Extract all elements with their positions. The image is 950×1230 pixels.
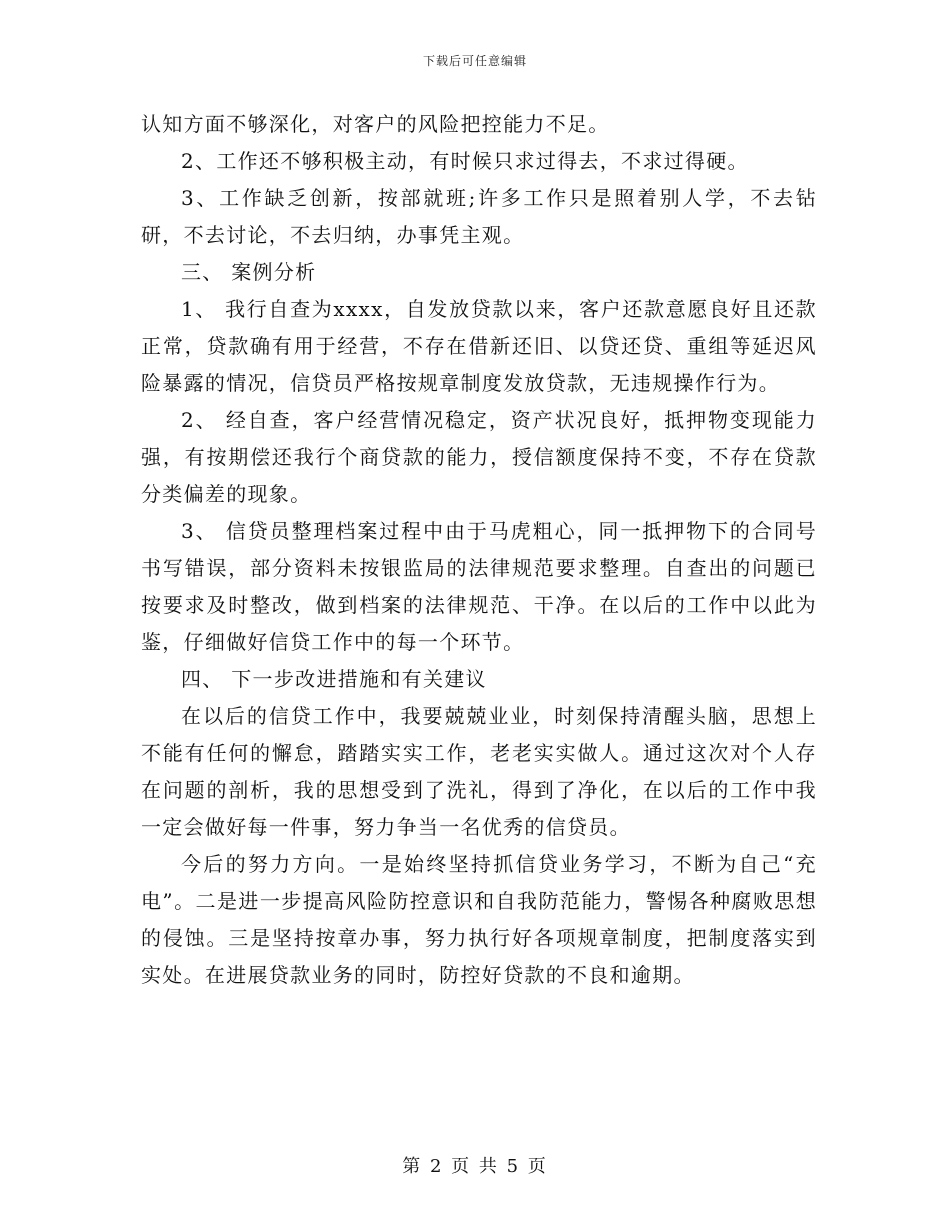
paragraph: 1、 我行自查为xxxx，自发放贷款以来，客户还款意愿良好且还款正常，贷款确有用于经营，不存在借新还旧、以贷还贷、重组等延迟风险暴露的情况，信贷员严格按规章制度发放贷款，无违规操作行为。 bbox=[141, 297, 817, 395]
section-heading: 三、 案例分析 bbox=[181, 260, 317, 284]
paragraph: 认知方面不够深化，对客户的风险把控能力不足。 bbox=[141, 112, 610, 136]
paragraph: 在以后的信贷工作中，我要兢兢业业，时刻保持清醒头脑，思想上不能有任何的懈怠，踏踏实实工作，老老实实做人。通过这次对个人存在问题的剖析，我的思想受到了洗礼，得到了净化，在以后的工作中我一定会做好每一件事，努力争当一名优秀的信贷员。 bbox=[141, 704, 817, 839]
page-header: 下载后可任意编辑 bbox=[422, 54, 527, 68]
paragraph: 2、 经自查，客户经营情况稳定，资产状况良好，抵押物变现能力强，有按期偿还我行个商贷款的能力，授信额度保持不变，不存在贷款分类偏差的现象。 bbox=[141, 408, 817, 506]
paragraph: 3、工作缺乏创新，按部就班;许多工作只是照着别人学，不去钻研，不去讨论，不去归纳，办事凭主观。 bbox=[141, 186, 817, 247]
paragraph: 2、工作还不够积极主动，有时候只求过得去，不求过得硬。 bbox=[181, 149, 749, 173]
paragraph: 今后的努力方向。一是始终坚持抓信贷业务学习，不断为自己“充电”。二是进一步提高风险防控意识和自我防范能力，警惕各种腐败思想的侵蚀。三是坚持按章办事，努力执行好各项规章制度，把制度落实到实处。在进展贷款业务的同时，防控好贷款的不良和逾期。 bbox=[141, 852, 817, 987]
page-number-footer: 第 2 页 共 5 页 bbox=[402, 1156, 548, 1177]
document-body bbox=[141, 106, 817, 994]
section-heading: 四、 下一步改进措施和有关建议 bbox=[181, 667, 487, 691]
paragraph: 3、 信贷员整理档案过程中由于马虎粗心，同一抵押物下的合同号书写错误，部分资料未按银监局的法律规范要求整理。自查出的问题已按要求及时整改，做到档案的法律规范、干净。在以后的工作中以此为鉴，仔细做好信贷工作中的每一个环节。 bbox=[141, 519, 817, 654]
